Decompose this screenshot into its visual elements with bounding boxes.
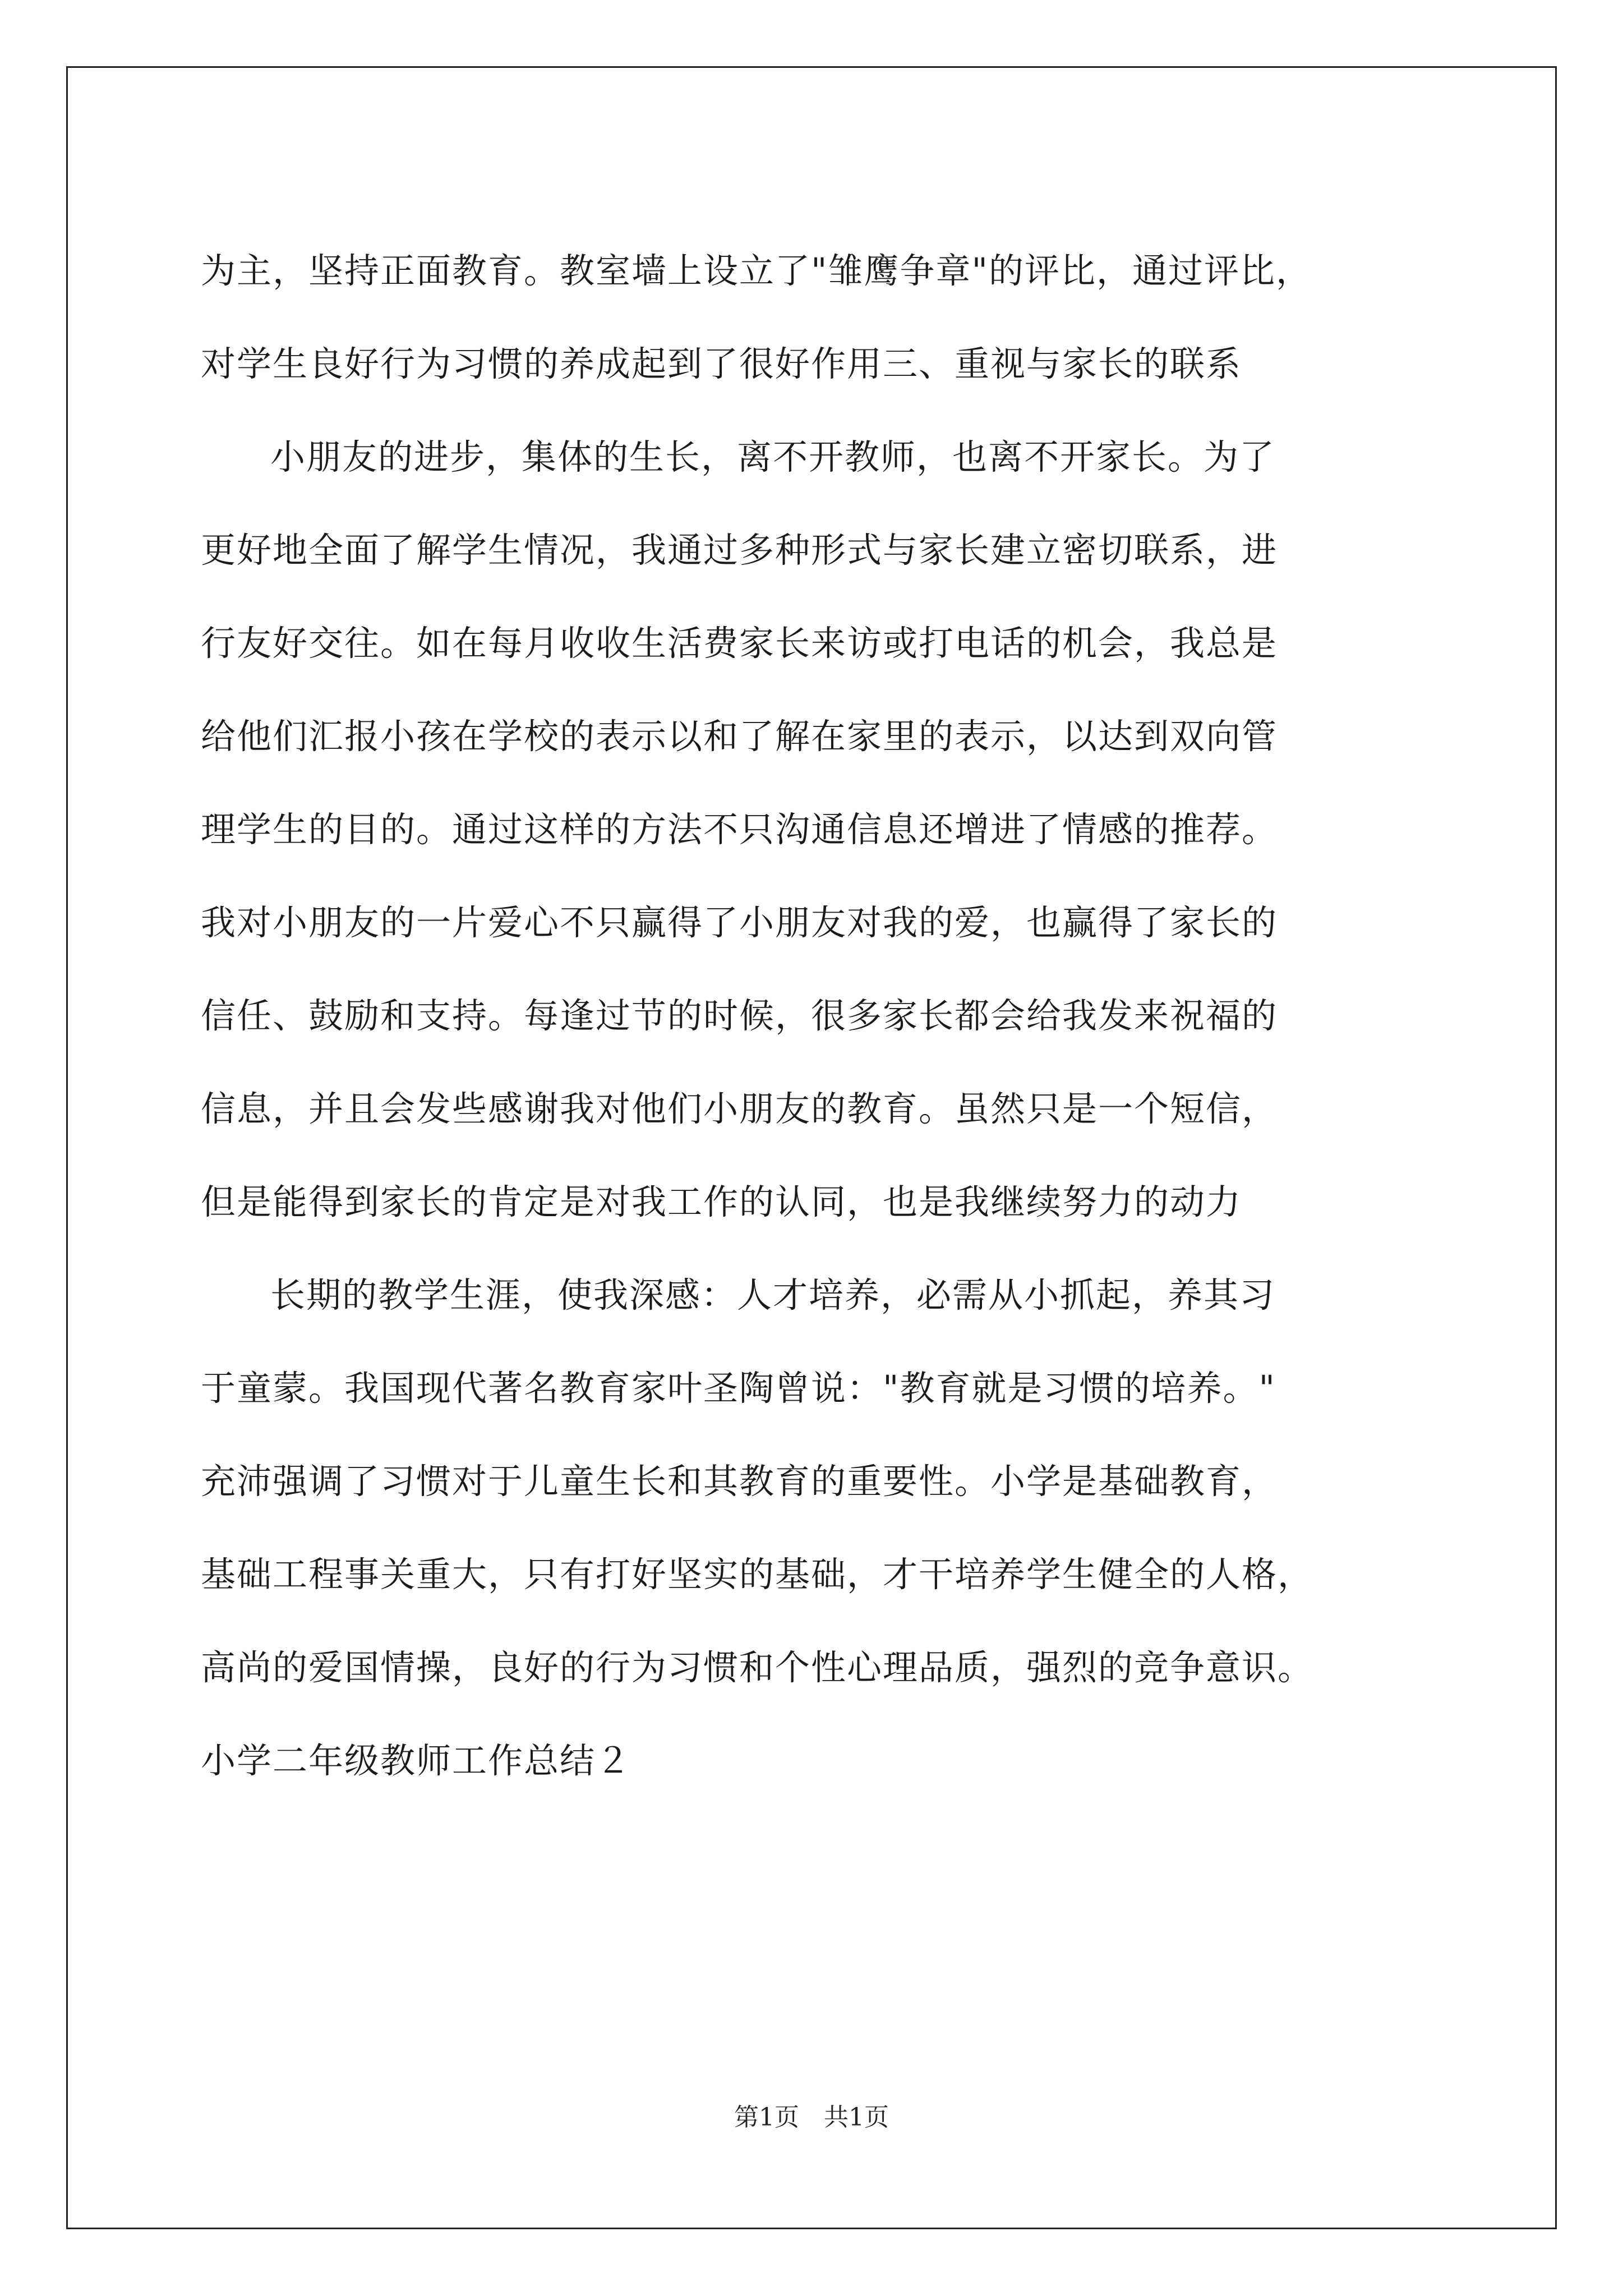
- text-line: 信任、鼓励和支持。每逢过节的时候，很多家长都会给我发来祝福的: [201, 995, 1278, 1036]
- document-body: [201, 224, 1479, 1807]
- paragraph-start-line: 长期的教学生涯，使我深感：人才培养，必需从小抓起，养其习: [270, 1274, 1276, 1315]
- page-number: 第1页: [734, 2103, 799, 2132]
- page-total: 共1页: [824, 2103, 889, 2132]
- page-footer: [0, 2101, 1623, 2134]
- text-line: 信息，并且会发些感谢我对他们小朋友的教育。虽然只是一个短信，: [201, 1088, 1278, 1129]
- text-line: 行友好交往。如在每月收收生活费家长来访或打电话的机会，我总是: [201, 623, 1278, 664]
- paragraph-start-line: 小朋友的进步，集体的生长，离不开教师，也离不开家长。为了: [270, 436, 1276, 477]
- text-line: 为主，坚持正面教育。教室墙上设立了"雏鹰争章"的评比，通过评比，: [201, 250, 1312, 291]
- text-line: 给他们汇报小孩在学校的表示以和了解在家里的表示，以达到双向管: [201, 716, 1278, 757]
- text-line: 基础工程事关重大，只有打好坚实的基础，才干培养学生健全的人格，: [201, 1554, 1314, 1595]
- text-line: 充沛强调了习惯对于儿童生长和其教育的重要性。小学是基础教育，: [201, 1461, 1278, 1502]
- text-line: 高尚的爱国情操，良好的行为习惯和个性心理品质，强烈的竞争意识。: [201, 1647, 1314, 1688]
- text-line: 我对小朋友的一片爱心不只赢得了小朋友对我的爱，也赢得了家长的: [201, 902, 1278, 943]
- section-heading: 小学二年级教师工作总结２: [201, 1740, 632, 1781]
- text-line: 对学生良好行为习惯的养成起到了很好作用三、重视与家长的联系: [201, 343, 1242, 384]
- text-line: 但是能得到家长的肯定是对我工作的认同，也是我继续努力的动力: [201, 1181, 1242, 1222]
- text-line: 更好地全面了解学生情况，我通过多种形式与家长建立密切联系，进: [201, 530, 1278, 570]
- text-line: 理学生的目的。通过这样的方法不只沟通信息还增进了情感的推荐。: [201, 809, 1278, 850]
- text-line: 于童蒙。我国现代著名教育家叶圣陶曾说："教育就是习惯的培养。": [201, 1368, 1276, 1409]
